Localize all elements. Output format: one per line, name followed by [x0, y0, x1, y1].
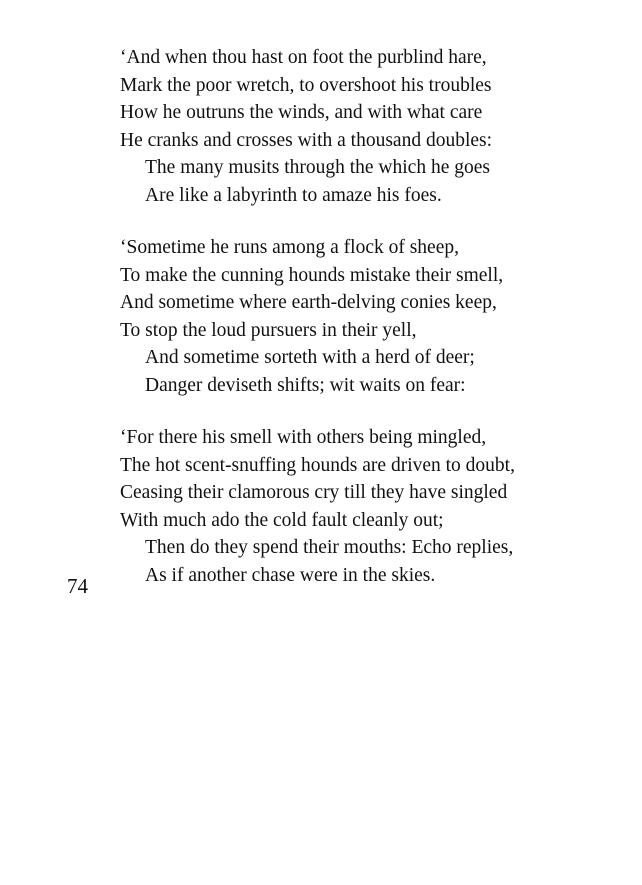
- verse-line: To make the cunning hounds mistake their smell,: [120, 264, 504, 286]
- verse-line-couplet: Are like a labyrinth to amaze his foes.: [145, 184, 442, 206]
- verse-line-couplet: And sometime sorteth with a herd of deer;: [145, 347, 475, 368]
- verse-line: ‘Sometime he runs among a flock of sheep,: [120, 237, 459, 258]
- verse-line: The hot scent-snuffing hounds are driven to doubt,: [120, 454, 515, 476]
- verse-line: He cranks and crosses with a thousand doubles:: [120, 129, 493, 151]
- verse-line-couplet: The many musits through the which he goes: [145, 157, 490, 178]
- verse-line: Mark the poor wretch, to overshoot his troubles: [120, 74, 492, 96]
- verse-line: How he outruns the winds, and with what care: [120, 102, 483, 123]
- page-number: 74: [67, 574, 88, 598]
- poem-text: [120, 44, 620, 614]
- verse-line-couplet: As if another chase were in the skies.: [145, 564, 436, 586]
- verse-line: With much ado the cold fault cleanly out;: [120, 509, 444, 531]
- stanza-3: [120, 424, 620, 589]
- stanza-2: [120, 234, 620, 399]
- verse-line-couplet: Then do they spend their mouths: Echo replies,: [145, 537, 514, 558]
- verse-line: ‘And when thou hast on foot the purblind hare,: [120, 47, 487, 68]
- verse-line: Ceasing their clamorous cry till they have singled: [120, 482, 508, 503]
- verse-line: To stop the loud pursuers in their yell,: [120, 319, 417, 341]
- stanza-1: [120, 44, 620, 209]
- verse-line: And sometime where earth-delving conies keep,: [120, 292, 497, 313]
- verse-line-couplet: Danger deviseth shifts; wit waits on fear:: [145, 374, 466, 396]
- verse-line: ‘For there his smell with others being mingled,: [120, 427, 487, 448]
